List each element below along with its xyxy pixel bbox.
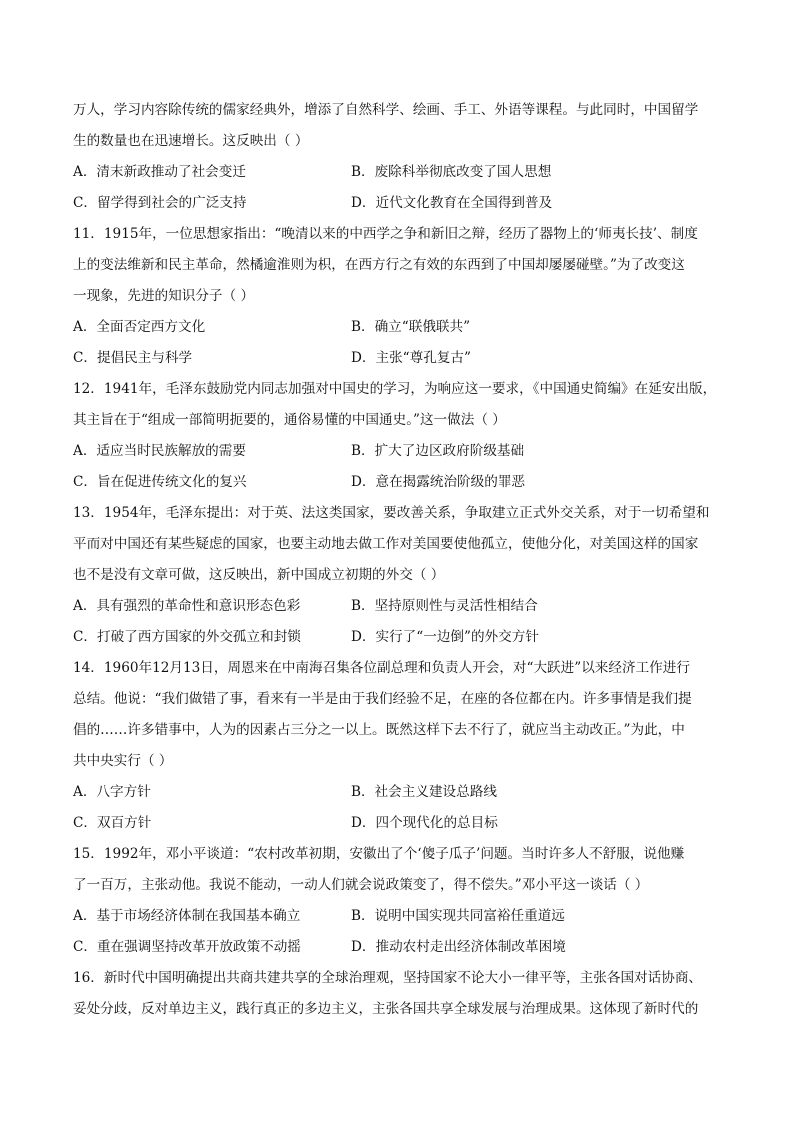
option-b: B．确立“联俄联共” xyxy=(351,319,471,335)
option-b: B．说明中国实现共同富裕任重道远 xyxy=(351,908,565,924)
question-text-line: 13．1954年，毛泽东提出：对于英、法这类国家，要改善关系，争取建立正式外交关系，对于一切希望和 xyxy=(73,505,710,521)
question-text-line: 上的变法维新和民主革命，然橘逾淮则为枳，在西方行之有效的东西到了中国却屡屡碰壁。”为了改变这 xyxy=(73,257,685,273)
question-10-continued xyxy=(73,95,724,219)
options-row xyxy=(73,901,724,932)
question-text-line: 倡的……许多错事中，人为的因素占三分之一以上。既然这样下去不行了，就应当主动改正。”为此，中 xyxy=(73,722,685,738)
options-row xyxy=(73,312,724,343)
option-c: C．重在强调坚持改革开放政策不动摇 xyxy=(73,939,301,955)
options-row xyxy=(73,777,724,808)
question-text-line: 平而对中国还有某些疑虑的国家，也要主动地去做工作对美国要使他孤立，使他分化，对美国这样的国家 xyxy=(73,536,699,552)
options-row xyxy=(73,808,724,839)
option-a: A．全面否定西方文化 xyxy=(73,319,206,335)
question-text-line: 万人，学习内容除传统的儒家经典外，增添了自然科学、绘画、手工、外语等课程。与此同时，中国留学 xyxy=(73,102,699,118)
question-text-line: 一现象，先进的知识分子（ ） xyxy=(73,288,255,304)
option-d: D．意在揭露统治阶级的罪恶 xyxy=(351,474,526,490)
option-b: B．废除科举彻底改变了国人思想 xyxy=(351,164,552,180)
options-row xyxy=(73,157,724,188)
options-row xyxy=(73,343,724,374)
option-c: C．旨在促进传统文化的复兴 xyxy=(73,474,247,490)
option-a: A．适应当时民族解放的需要 xyxy=(73,443,246,459)
option-c: C．留学得到社会的广泛支持 xyxy=(73,195,247,211)
option-a: A．具有强烈的革命性和意识形态色彩 xyxy=(73,598,301,614)
options-row xyxy=(73,436,724,467)
question-text-line: 15．1992年，邓小平谈道：“农村改革初期，安徽出了个‘傻子瓜子’问题。当时许多人不舒服，说他赚 xyxy=(73,846,685,862)
question-text-line: 生的数量也在迅速增长。这反映出（ ） xyxy=(73,133,309,149)
option-d: D．四个现代化的总目标 xyxy=(351,815,498,831)
options-row xyxy=(73,622,724,653)
question-text-line: 11．1915年，一位思想家指出：“晚清以来的中西学之争和新旧之辩，经历了器物上的‘师夷长技’、制度 xyxy=(73,226,698,242)
option-d: D．近代文化教育在全国得到普及 xyxy=(351,195,553,211)
question-text-line: 14．1960年12月13日，周恩来在中南海召集各位副总理和负责人开会，对“大跃进”以来经济工作进行 xyxy=(73,660,690,676)
question-text-line: 12．1941年，毛泽东鼓励党内同志加强对中国史的学习，为响应这一要求，《中国通史简编》在延安出版， xyxy=(73,381,717,397)
options-row xyxy=(73,932,724,963)
option-c: C．双百方针 xyxy=(73,815,152,831)
option-d: D．主张“尊孔复古” xyxy=(351,350,471,366)
option-d: D．推动农村走出经济体制改革困境 xyxy=(351,939,566,955)
option-d: D．实行了“一边倒”的外交方针 xyxy=(351,629,539,645)
option-c: C．打破了西方国家的外交孤立和封锁 xyxy=(73,629,301,645)
question-15 xyxy=(73,839,724,963)
question-text-line: 共中央实行（ ） xyxy=(73,753,173,769)
option-b: B．社会主义建设总路线 xyxy=(351,784,497,800)
question-text-line: 妥处分歧，反对单边主义，践行真正的多边主义，主张各国共享全球发展与治理成果。这体现了新时代的 xyxy=(73,1001,699,1017)
options-row xyxy=(73,467,724,498)
question-text-line: 了一百万，主张动他。我说不能动，一动人们就会说政策变了，得不偿失。”邓小平这一谈话（ ） xyxy=(73,877,649,893)
options-row xyxy=(73,188,724,219)
question-13 xyxy=(73,498,724,653)
option-a: A．八字方针 xyxy=(73,784,151,800)
option-b: B．扩大了边区政府阶级基础 xyxy=(351,443,525,459)
options-row xyxy=(73,591,724,622)
question-text-line: 总结。他说：“我们做错了事，看来有一半是由于我们经验不足，在座的各位都在内。许多事情是我们提 xyxy=(73,691,692,707)
question-text-line: 也不是没有文章可做，这反映出，新中国成立初期的外交（ ） xyxy=(73,567,445,583)
question-11 xyxy=(73,219,724,374)
option-c: C．提倡民主与科学 xyxy=(73,350,193,366)
question-text-line: 其主旨在于“组成一部简明扼要的，通俗易懂的中国通史。”这一做法（ ） xyxy=(73,412,506,428)
question-12 xyxy=(73,374,724,498)
question-14 xyxy=(73,653,724,839)
option-a: A．基于市场经济体制在我国基本确立 xyxy=(73,908,301,924)
question-16 xyxy=(73,963,724,1025)
option-a: A．清末新政推动了社会变迁 xyxy=(73,164,246,180)
question-text-line: 16．新时代中国明确提出共商共建共享的全球治理观，坚持国家不论大小一律平等，主张各国对话协商、 xyxy=(73,970,703,986)
option-b: B．坚持原则性与灵活性相结合 xyxy=(351,598,538,614)
